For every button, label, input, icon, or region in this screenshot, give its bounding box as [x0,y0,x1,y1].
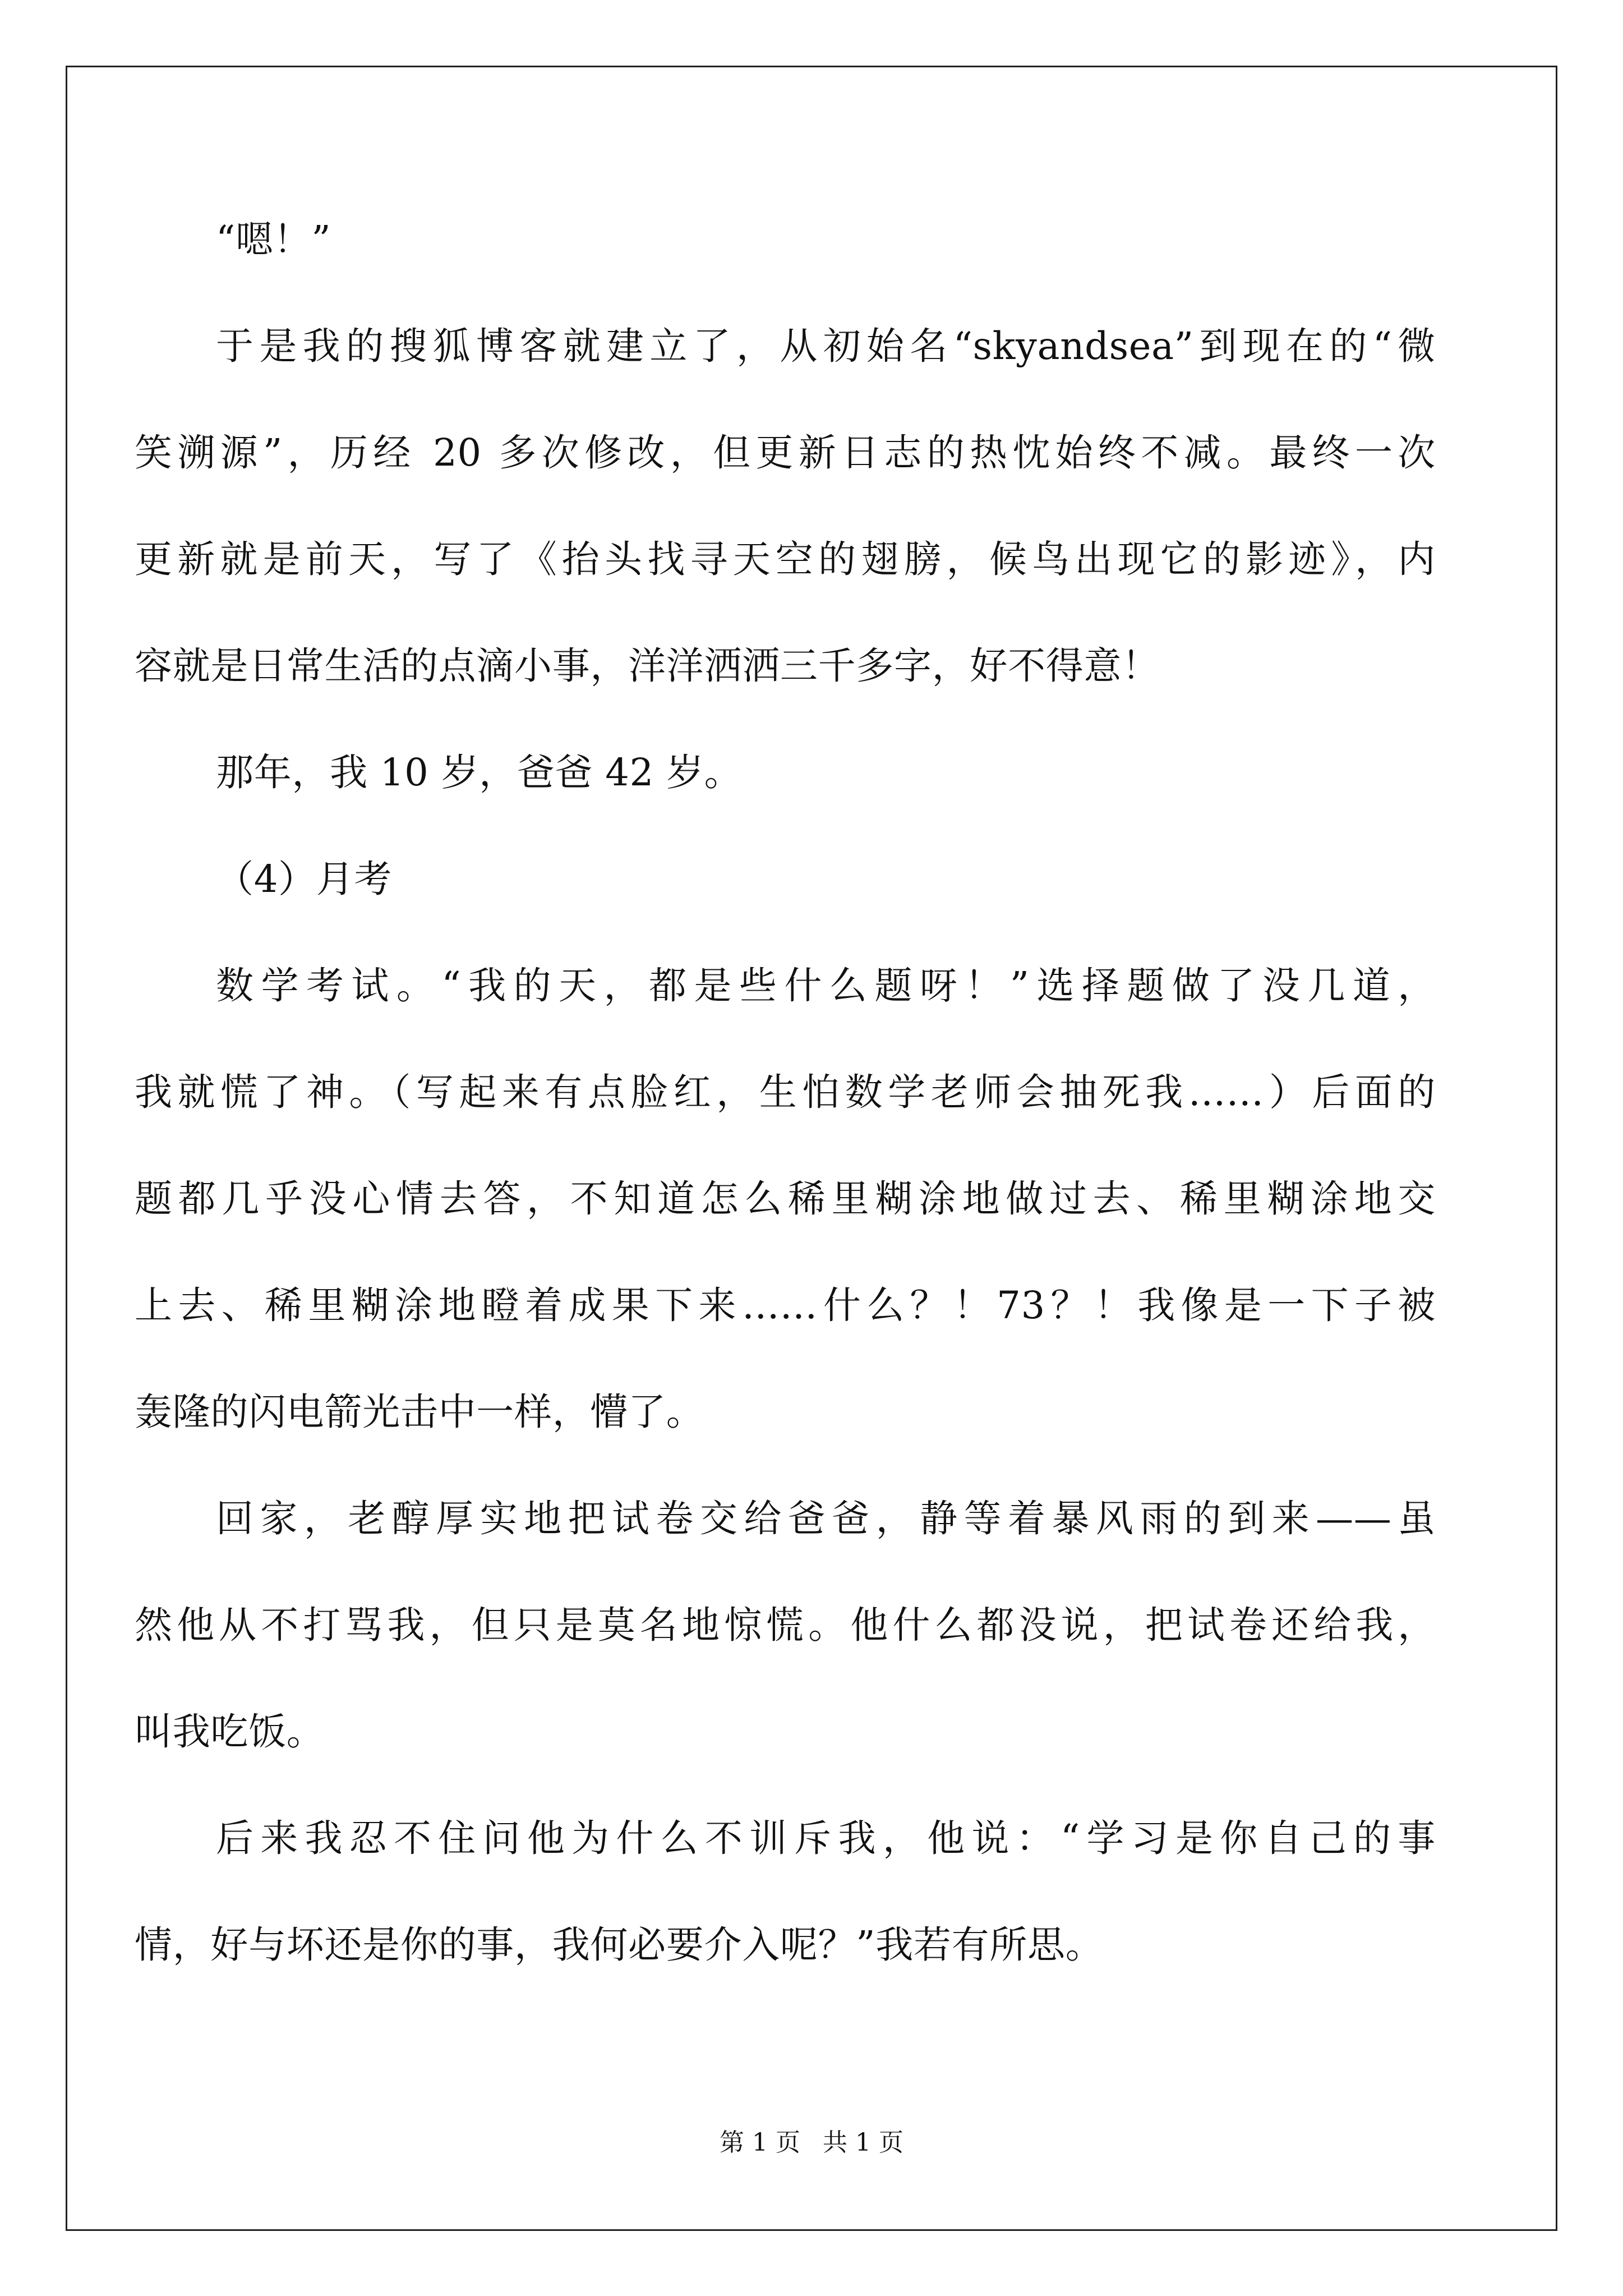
paragraph-line: 容就是日常生活的点滴小事，洋洋洒洒三千多字，好不得意！ [135,644,1160,688]
paragraph-line: 于是我的搜狐博客就建立了，从初始名“skyandsea”到现在的“微 [216,324,1436,368]
paragraph-line: 回家，老醇厚实地把试卷交给爸爸，静等着暴风雨的到来——虽 [216,1497,1436,1540]
page-total: 共 1 页 [823,2128,903,2157]
paragraph-line: 上去、稀里糊涂地瞪着成果下来……什么？！73？！我像是一下子被 [135,1283,1436,1327]
paragraph-line: 笑溯源”，历经 20 多次修改，但更新日志的热忱始终不减。最终一次 [135,431,1436,475]
paragraph-line: 题都几乎没心情去答，不知道怎么稀里糊涂地做过去、稀里糊涂地交 [135,1177,1436,1221]
paragraph-line: 那年，我 10 岁，爸爸 42 岁。 [216,751,743,794]
section-heading: （4）月考 [216,857,393,901]
paragraph-line: 叫我吃饭。 [135,1710,325,1754]
page-number: 第 1 页 [720,2128,800,2157]
paragraph-line: 更新就是前天，写了《抬头找寻天空的翅膀，候鸟出现它的影迹》，内 [135,537,1436,581]
paragraph-line: 然他从不打骂我，但只是莫名地惊慌。他什么都没说，把试卷还给我， [135,1603,1436,1647]
page-footer [0,2126,1623,2160]
paragraph-line: 后来我忍不住问他为什么不训斥我，他说：“学习是你自己的事 [216,1816,1436,1860]
paragraph-line: 我就慌了神。（写起来有点脸红，生怕数学老师会抽死我……）后面的 [135,1070,1436,1114]
paragraph-line: 轰隆的闪电箭光击中一样，懵了。 [135,1390,704,1434]
page-border [66,66,1557,2231]
paragraph-line: “嗯！” [216,218,331,261]
paragraph-line: 情，好与坏还是你的事，我何必要介入呢？”我若有所思。 [135,1923,1104,1967]
paragraph-line: 数学考试。“我的天，都是些什么题呀！”选择题做了没几道， [216,964,1436,1007]
